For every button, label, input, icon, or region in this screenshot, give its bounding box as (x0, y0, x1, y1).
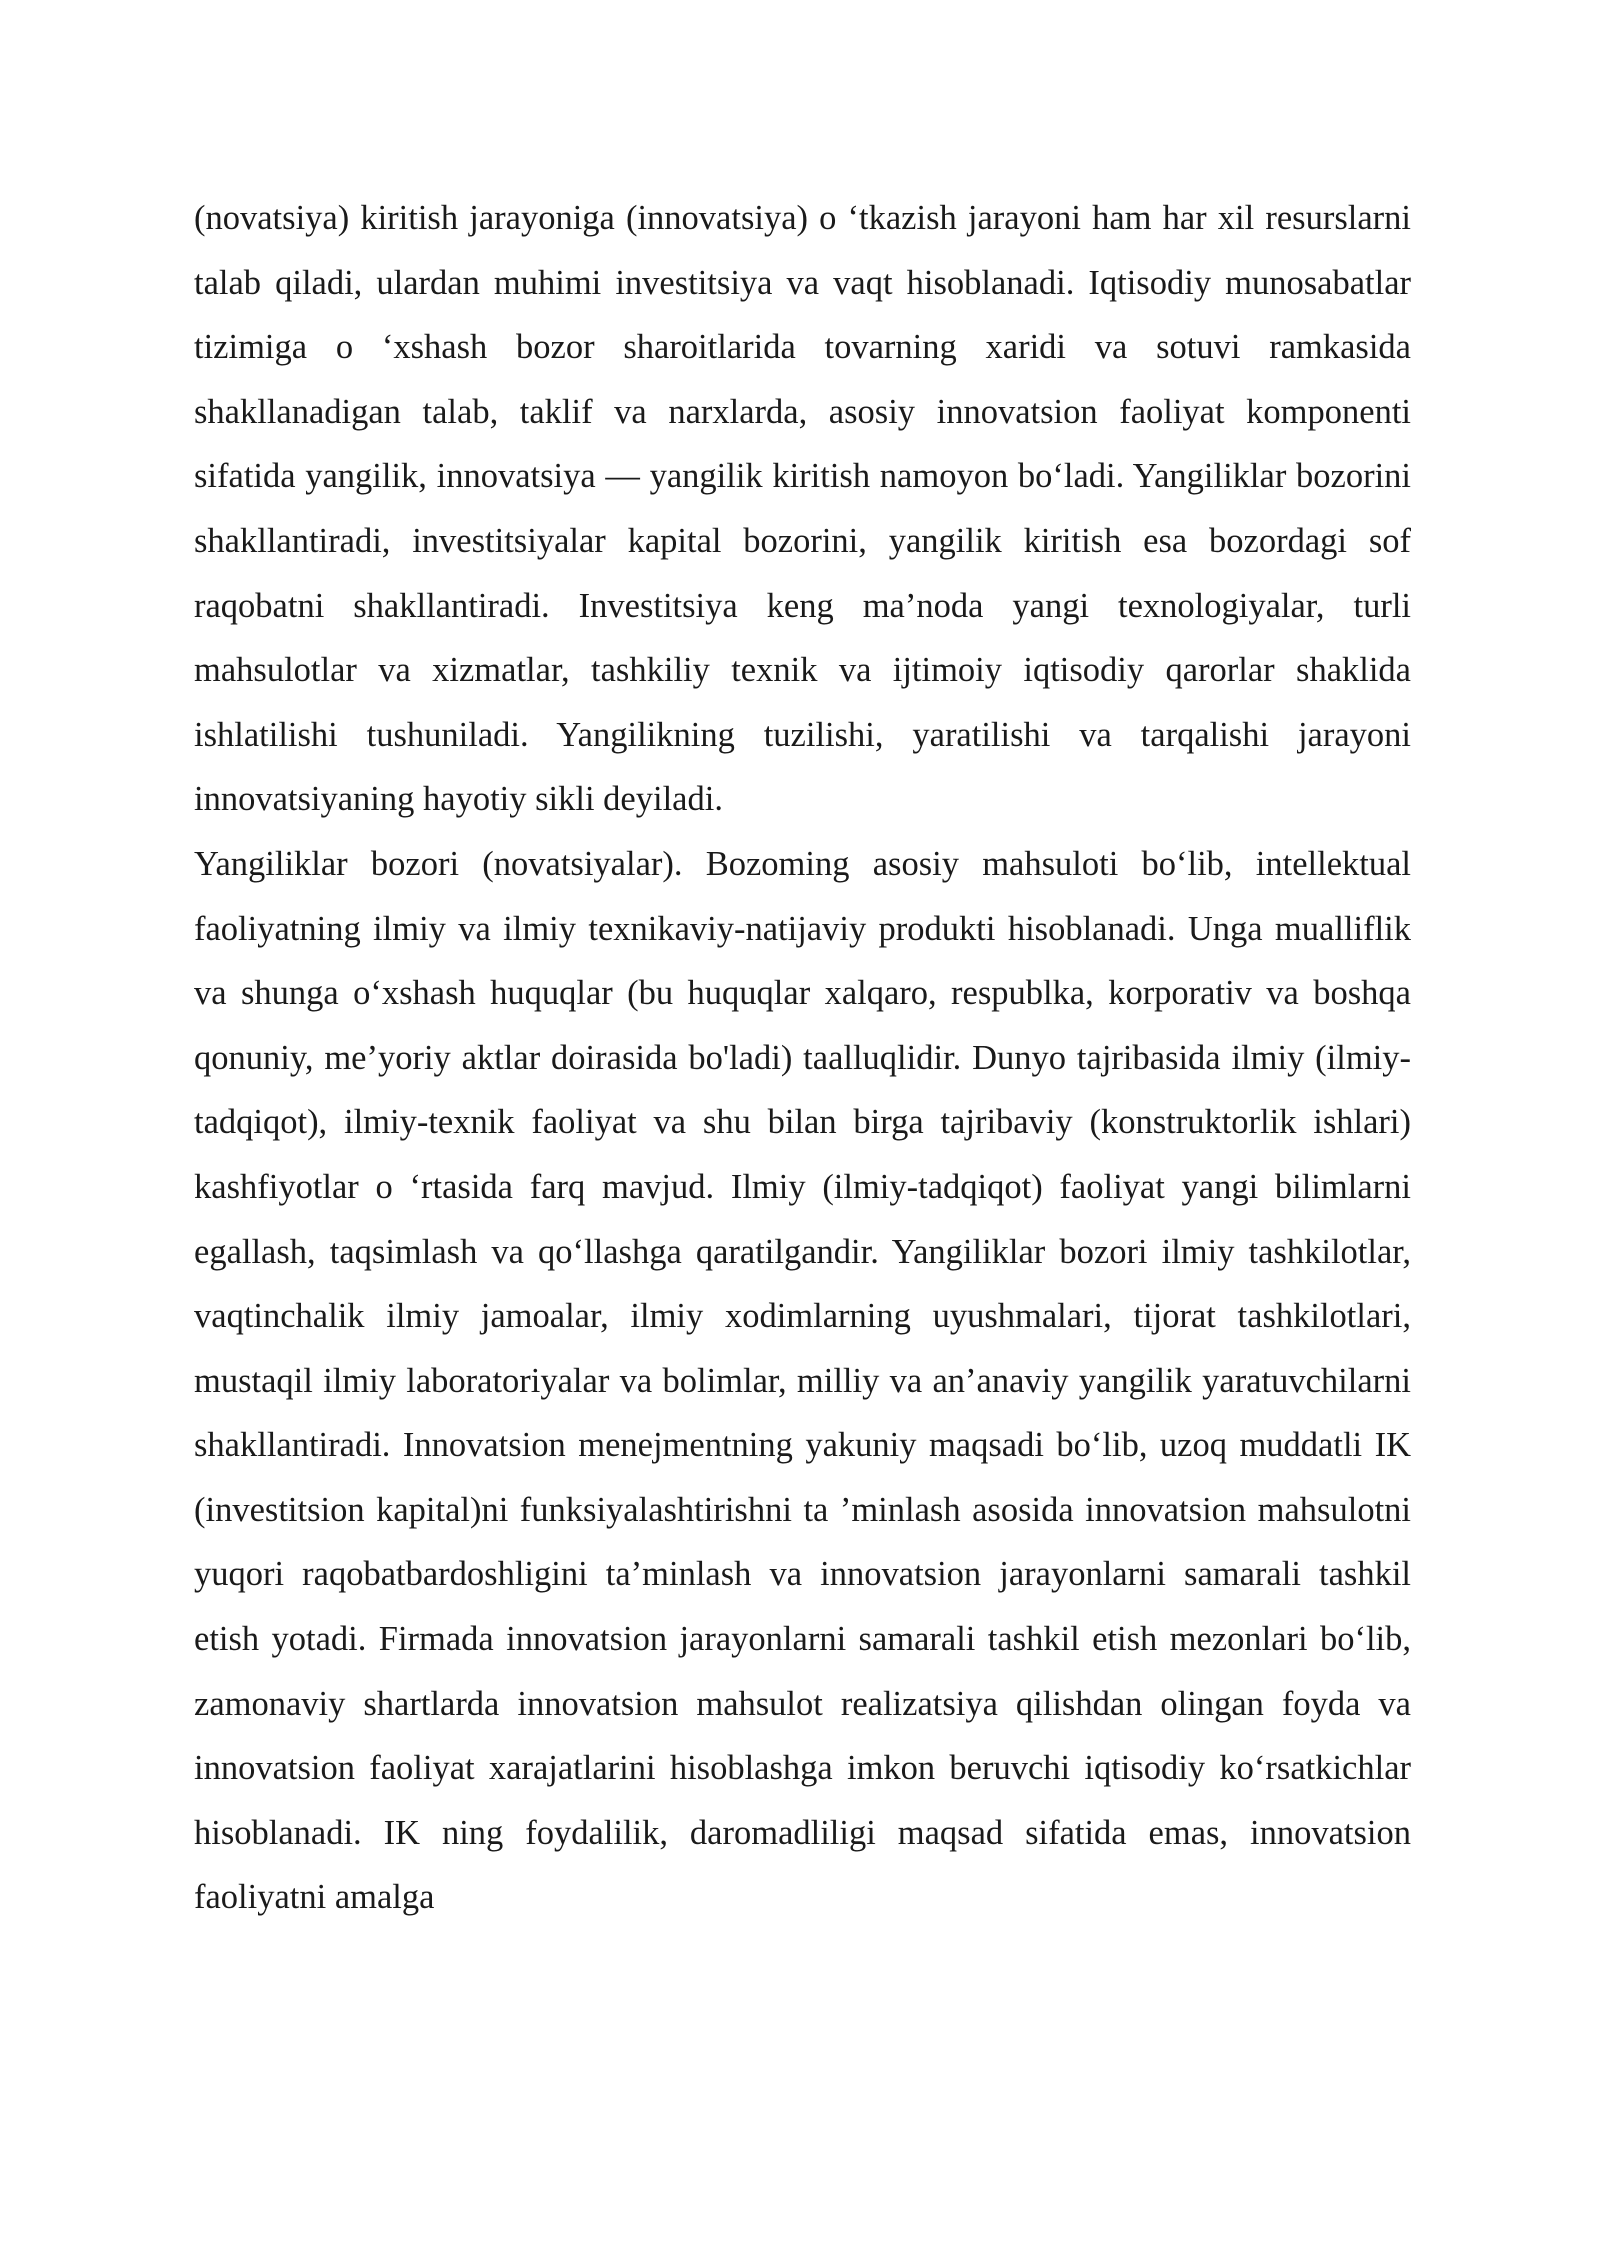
paragraph-1: (novatsiya) kiritish jarayoniga (innovatsiya) o ‘tkazish jarayoni ham har xil resurslarni talab qiladi, ulardan muhimi investitsiya va vaqt hisoblanadi. Iqtisodiy munosabatlar tizimiga o ‘xshash bozor sharoitlarida tovarning xaridi va sotuvi ramkasida shakllanadigan talab, taklif va narxlarda, asosiy innovatsion faoliyat komponenti sifatida yangilik, innovatsiya — yangilik kiritish namoyon bo‘ladi. Yangiliklar bozorini shakllantiradi, investitsiyalar kapital bozorini, yangilik kiritish esa bozordagi sof raqobatni shakllantiradi. Investitsiya keng ma’noda yangi texnologiyalar, turli mahsulotlar va xizmatlar, tashkiliy texnik va ijtimoiy iqtisodiy qarorlar shaklida ishlatilishi tushuniladi. Yangilikning tuzilishi, yaratilishi va tarqalishi jarayoni innovatsiyaning hayotiy sikli deyiladi. (194, 199, 1411, 819)
paragraph-2: Yangiliklar bozori (novatsiyalar). Bozoming asosiy mahsuloti bo‘lib, intellektual faoliyatning ilmiy va ilmiy texnikaviy-natijaviy produkti hisoblanadi. Unga mualliflik va shunga o‘xshash huquqlar (bu huquqlar xalqaro, respublka, korporativ va boshqa qonuniy, me’yoriy aktlar doirasida bo'ladi) taalluqlidir. Dunyo tajribasida ilmiy (ilmiy-tadqiqot), ilmiy-texnik faoliyat va shu bilan birga tajribaviy (konstruktorlik ishlari) kashfiyotlar o ‘rtasida farq mavjud. Ilmiy (ilmiy-tadqiqot) faoliyat yangi bilimlarni egallash, taqsimlash va qo‘llashga qaratilgandir. Yangiliklar bozori ilmiy tashkilotlar, vaqtinchalik ilmiy jamoalar, ilmiy xodimlarning uyushmalari, tijorat tashkilotlari, mustaqil ilmiy laboratoriyalar va bolimlar, milliy va an’anaviy yangilik yaratuvchilarni shakllantiradi. Innovatsion menejmentning yakuniy maqsadi bo‘lib, uzoq muddatli IK (investitsion kapital)ni funksiyalashtirishni ta ’minlash asosida innovatsion mahsulotni yuqori raqobatbardoshligini ta’minlash va innovatsion jarayonlarni samarali tashkil etish yotadi. Firmada innovatsion jarayonlarni samarali tashkil etish mezonlari bo‘lib, zamonaviy shartlarda innovatsion mahsulot realizatsiya qilishdan olingan foyda va innovatsion faoliyat xarajatlarini hisoblashga imkon beruvchi iqtisodiy ko‘rsatkichlar hisoblanadi. IK ning foydalilik, daromadliligi maqsad sifatida emas, innovatsion faoliyatni amalga (194, 844, 1411, 1917)
body-text (194, 186, 1411, 1930)
